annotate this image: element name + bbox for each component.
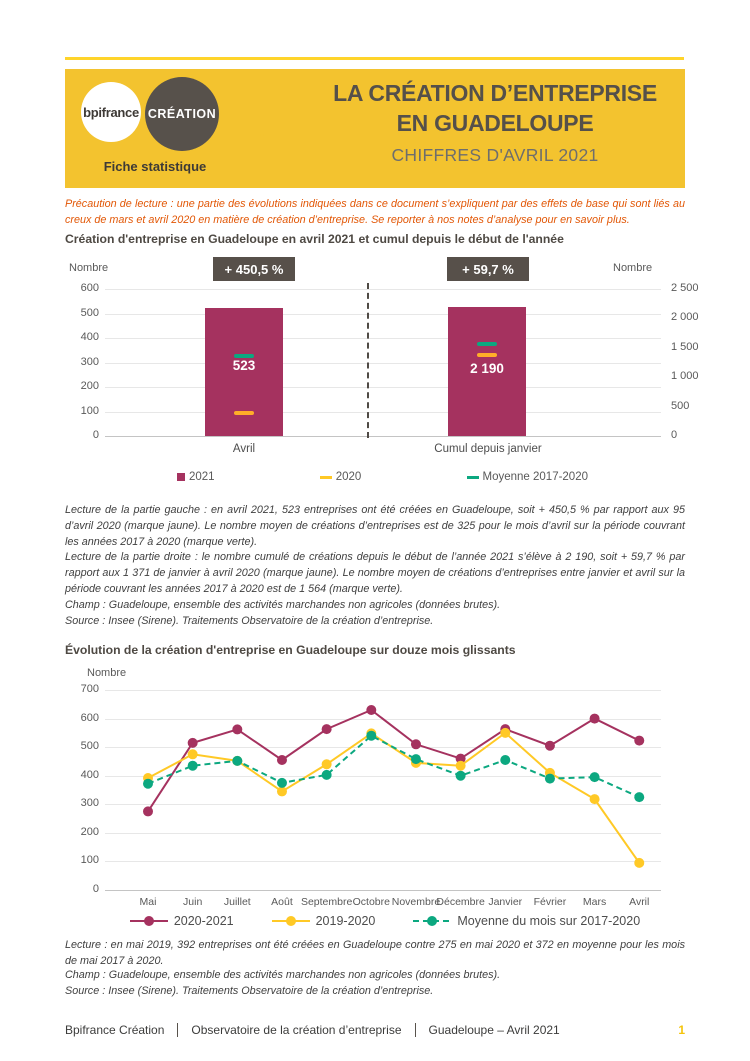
- c1-legend-moyenne-label: Moyenne 2017-2020: [482, 471, 588, 483]
- c2-point-magenta: [411, 739, 421, 749]
- c2-xtick: Avril: [629, 896, 650, 908]
- c2-point-yellow: [500, 728, 510, 738]
- c1-divider-line: [367, 283, 369, 438]
- c1-left-tick: 500: [80, 306, 99, 319]
- c2-ytick: 700: [80, 683, 99, 695]
- c1-badge-cumul: + 59,7 %: [447, 257, 529, 281]
- creation-logo-text: CRÉATION: [147, 107, 217, 121]
- c1-legend-2021: [177, 471, 215, 483]
- c1-left-tick: 400: [80, 331, 99, 343]
- c2-point-yellow: [590, 794, 600, 804]
- c2-point-green: [590, 772, 600, 782]
- c2-xtick: Septembre: [300, 896, 353, 908]
- creation-logo: [145, 77, 219, 151]
- c2-ytick: 200: [80, 825, 99, 838]
- c1-badge-avril: + 450,5 %: [213, 257, 295, 281]
- c1-legend-2020: [320, 471, 362, 483]
- c1-xlabel-cumul: Cumul depuis janvier: [434, 443, 542, 455]
- c1-xlabel-avril: Avril: [232, 443, 256, 455]
- c2-point-green: [232, 756, 242, 766]
- c1-legend-moyenne-swatch: [467, 476, 479, 479]
- c1-bar-0: [205, 308, 283, 436]
- c1-left-tick: 600: [80, 282, 99, 294]
- c2-legend-moyenne: [413, 914, 640, 928]
- footer-page-number: 1: [678, 1023, 685, 1037]
- chart-twelve-months: [65, 660, 685, 935]
- section1-title: Création d'entreprise en Guadeloupe en avril 2021 et cumul depuis le début de l'année: [65, 232, 564, 246]
- footer-region-date: Guadeloupe – Avril 2021: [428, 1023, 560, 1037]
- c2-point-green: [366, 731, 376, 741]
- page-title-line1: LA CRÉATION D’ENTREPRISE: [333, 80, 657, 106]
- c2-legend-2019-2020-label: 2019-2020: [315, 914, 376, 928]
- c1-source: Source : Insee (Sirene). Traitements Observatoire de la création d’entreprise.: [65, 615, 434, 627]
- c1-avril-2020-mark: [234, 411, 254, 415]
- c1-right-tick: 1 500: [671, 340, 699, 353]
- c2-line-yellow: [148, 733, 639, 863]
- c1-champ: Champ : Guadeloupe, ensemble des activités marchandes non agricoles (données brutes).: [65, 599, 501, 611]
- page-title-line2: EN GUADELOUPE: [396, 109, 594, 136]
- c2-legend-2020-2021-swatch: [130, 916, 168, 926]
- c2-ytick: 300: [80, 797, 99, 810]
- c1-gridline: [105, 387, 661, 388]
- c2-ytick: 600: [80, 711, 99, 724]
- c2-point-green: [322, 770, 332, 780]
- c2-legend-2020-2021: [130, 914, 234, 928]
- c1-cumul-value: 2 190: [470, 361, 504, 377]
- c2-xtick: Août: [271, 896, 293, 908]
- c1-right-axis-caption: Nombre: [613, 262, 653, 274]
- c2-line-green: [148, 736, 639, 797]
- footer-separator: [177, 1023, 178, 1037]
- c1-left-tick: 200: [80, 380, 99, 392]
- c1-gridline: [105, 412, 661, 413]
- c1-right-tick: 2 500: [671, 282, 699, 294]
- c2-source: Source : Insee (Sirene). Traitements Observatoire de la création d’entreprise.: [65, 985, 434, 997]
- c2-ytick: 0: [92, 883, 99, 895]
- c2-xtick: Décembre: [436, 896, 485, 908]
- c2-xtick: Novembre: [391, 896, 441, 908]
- c2-point-magenta: [634, 736, 644, 746]
- c1-left-tick: 300: [80, 355, 99, 368]
- c2-xtick: Février: [533, 896, 567, 908]
- c2-point-magenta: [545, 741, 555, 751]
- c2-xtick: Mai: [139, 896, 157, 908]
- c1-right-tick: 2 000: [671, 311, 699, 324]
- c1-legend-2021-swatch: [177, 473, 185, 481]
- c1-avril-value: 523: [232, 357, 256, 373]
- c1-right-tick: 1 000: [671, 370, 699, 383]
- c2-point-magenta: [366, 705, 376, 715]
- c1-cumul-moyenne-mark: [477, 342, 497, 346]
- c2-point-green: [188, 761, 198, 771]
- c2-champ: Champ : Guadeloupe, ensemble des activités marchandes non agricoles (données brutes).: [65, 969, 501, 981]
- c1-cumul-2020-mark: [477, 353, 497, 357]
- c1-note-right: Lecture de la partie droite : le nombre cumulé de créations depuis le début de l’année 2021 s’élève à 2 190, soit + 59,7 % par rapport aux 1 371 de janvier à avril 2020 (marque jaune). Le nombre moyen de créations d’entreprises entre janvier et avril sur la période couvrant les années 2017 à 2020 est de 1 564 (marque verte).: [65, 551, 685, 595]
- top-rule: [65, 57, 684, 60]
- c1-gridline: [105, 338, 661, 339]
- c2-legend: [105, 914, 665, 928]
- footer-separator: [415, 1023, 416, 1037]
- c2-point-magenta: [277, 755, 287, 765]
- page-subtitle: CHIFFRES D'AVRIL 2021: [391, 144, 599, 165]
- c1-right-tick: 0: [671, 429, 678, 441]
- c2-point-yellow: [277, 786, 287, 796]
- section2-title: Évolution de la création d'entreprise en Guadeloupe sur douze mois glissants: [65, 643, 516, 657]
- c2-point-magenta: [232, 724, 242, 734]
- c1-gridline: [105, 314, 661, 315]
- c1-left-axis-caption: Nombre: [69, 262, 109, 274]
- c1-left-tick: 0: [92, 429, 99, 441]
- c1-bar-1: [448, 307, 526, 436]
- bpifrance-logo-text: bpifrance: [83, 104, 139, 120]
- c1-gridline: [105, 289, 661, 290]
- header-banner: [65, 69, 685, 188]
- c2-legend-2020-2021-label: 2020-2021: [173, 914, 234, 928]
- c2-point-magenta: [143, 806, 153, 816]
- footer: [65, 1023, 685, 1037]
- c2-point-yellow: [322, 759, 332, 769]
- c2-point-magenta: [590, 714, 600, 724]
- c1-legend-moyenne: [467, 471, 589, 483]
- c2-xtick: Juillet: [223, 896, 251, 908]
- c1-gridline: [105, 363, 661, 364]
- c2-point-yellow: [456, 761, 466, 771]
- c2-xtick: Octobre: [352, 896, 390, 908]
- c2-legend-moyenne-label: Moyenne du mois sur 2017-2020: [457, 914, 641, 928]
- c2-point-green: [500, 755, 510, 765]
- c1-legend: [105, 471, 660, 483]
- c2-point-green: [456, 771, 466, 781]
- header-titles: [315, 79, 675, 166]
- c1-legend-2021-label: 2021: [189, 471, 215, 483]
- c1-gridline: [105, 436, 661, 437]
- c2-point-magenta: [322, 724, 332, 734]
- c2-xtick: Janvier: [488, 896, 523, 908]
- c2-legend-2019-2020-swatch: [272, 916, 310, 926]
- c1-note-left: Lecture de la partie gauche : en avril 2021, 523 entreprises ont été créées en Guadeloupe, soit + 450,5 % par rapport aux 95 d’avril 2020 (marque jaune). Le nombre moyen de créations d’entreprises est de 325 pour le mois d’avril sur la période couvrant les années 2017 à 2020 (marque verte).: [65, 504, 685, 548]
- c1-legend-2020-label: 2020: [335, 471, 362, 483]
- c2-legend-2019-2020: [272, 914, 376, 928]
- c2-axis-caption: Nombre: [87, 667, 127, 679]
- fiche-statistique-label: Fiche statistique: [103, 159, 207, 174]
- c1-legend-2020-swatch: [320, 476, 332, 479]
- c2-xtick: Mars: [582, 896, 607, 908]
- creation-logo-dot: [260, 133, 264, 137]
- c2-point-magenta: [188, 738, 198, 748]
- c2-point-green: [411, 754, 421, 764]
- c2-note: Lecture : en mai 2019, 392 entreprises ont été créées en Guadeloupe contre 275 en mai 2020 et 372 en moyenne pour les mois de mai 2017 à 2020.: [65, 939, 685, 967]
- c1-right-tick: 500: [671, 399, 690, 412]
- c2-ytick: 100: [80, 854, 99, 867]
- c2-point-green: [277, 778, 287, 788]
- c2-point-green: [634, 792, 644, 802]
- c2-point-yellow: [634, 858, 644, 868]
- c2-xtick: Juin: [183, 896, 203, 908]
- footer-brand: Bpifrance Création: [65, 1023, 165, 1037]
- c1-left-tick: 100: [80, 404, 99, 417]
- c2-point-green: [143, 779, 153, 789]
- bpifrance-logo: [81, 82, 141, 142]
- c2-legend-moyenne-swatch: [413, 916, 451, 926]
- precaution-note: Précaution de lecture : une partie des évolutions indiquées dans ce document s’expliquent par des effets de base qui sont liés au creux de mars et avril 2020 en matière de création d’entreprise. Se reporter à nos notes d’analyse pour en savoir plus.: [65, 198, 685, 227]
- c2-ytick: 400: [80, 768, 99, 781]
- c2-point-yellow: [188, 749, 198, 759]
- chart-monthly-cumulative: [65, 253, 699, 495]
- c2-plot: [105, 680, 661, 896]
- c2-ytick: 500: [80, 740, 99, 753]
- c2-line-magenta: [148, 710, 639, 811]
- c2-point-green: [545, 774, 555, 784]
- footer-observatoire: Observatoire de la création d’entreprise: [191, 1023, 402, 1037]
